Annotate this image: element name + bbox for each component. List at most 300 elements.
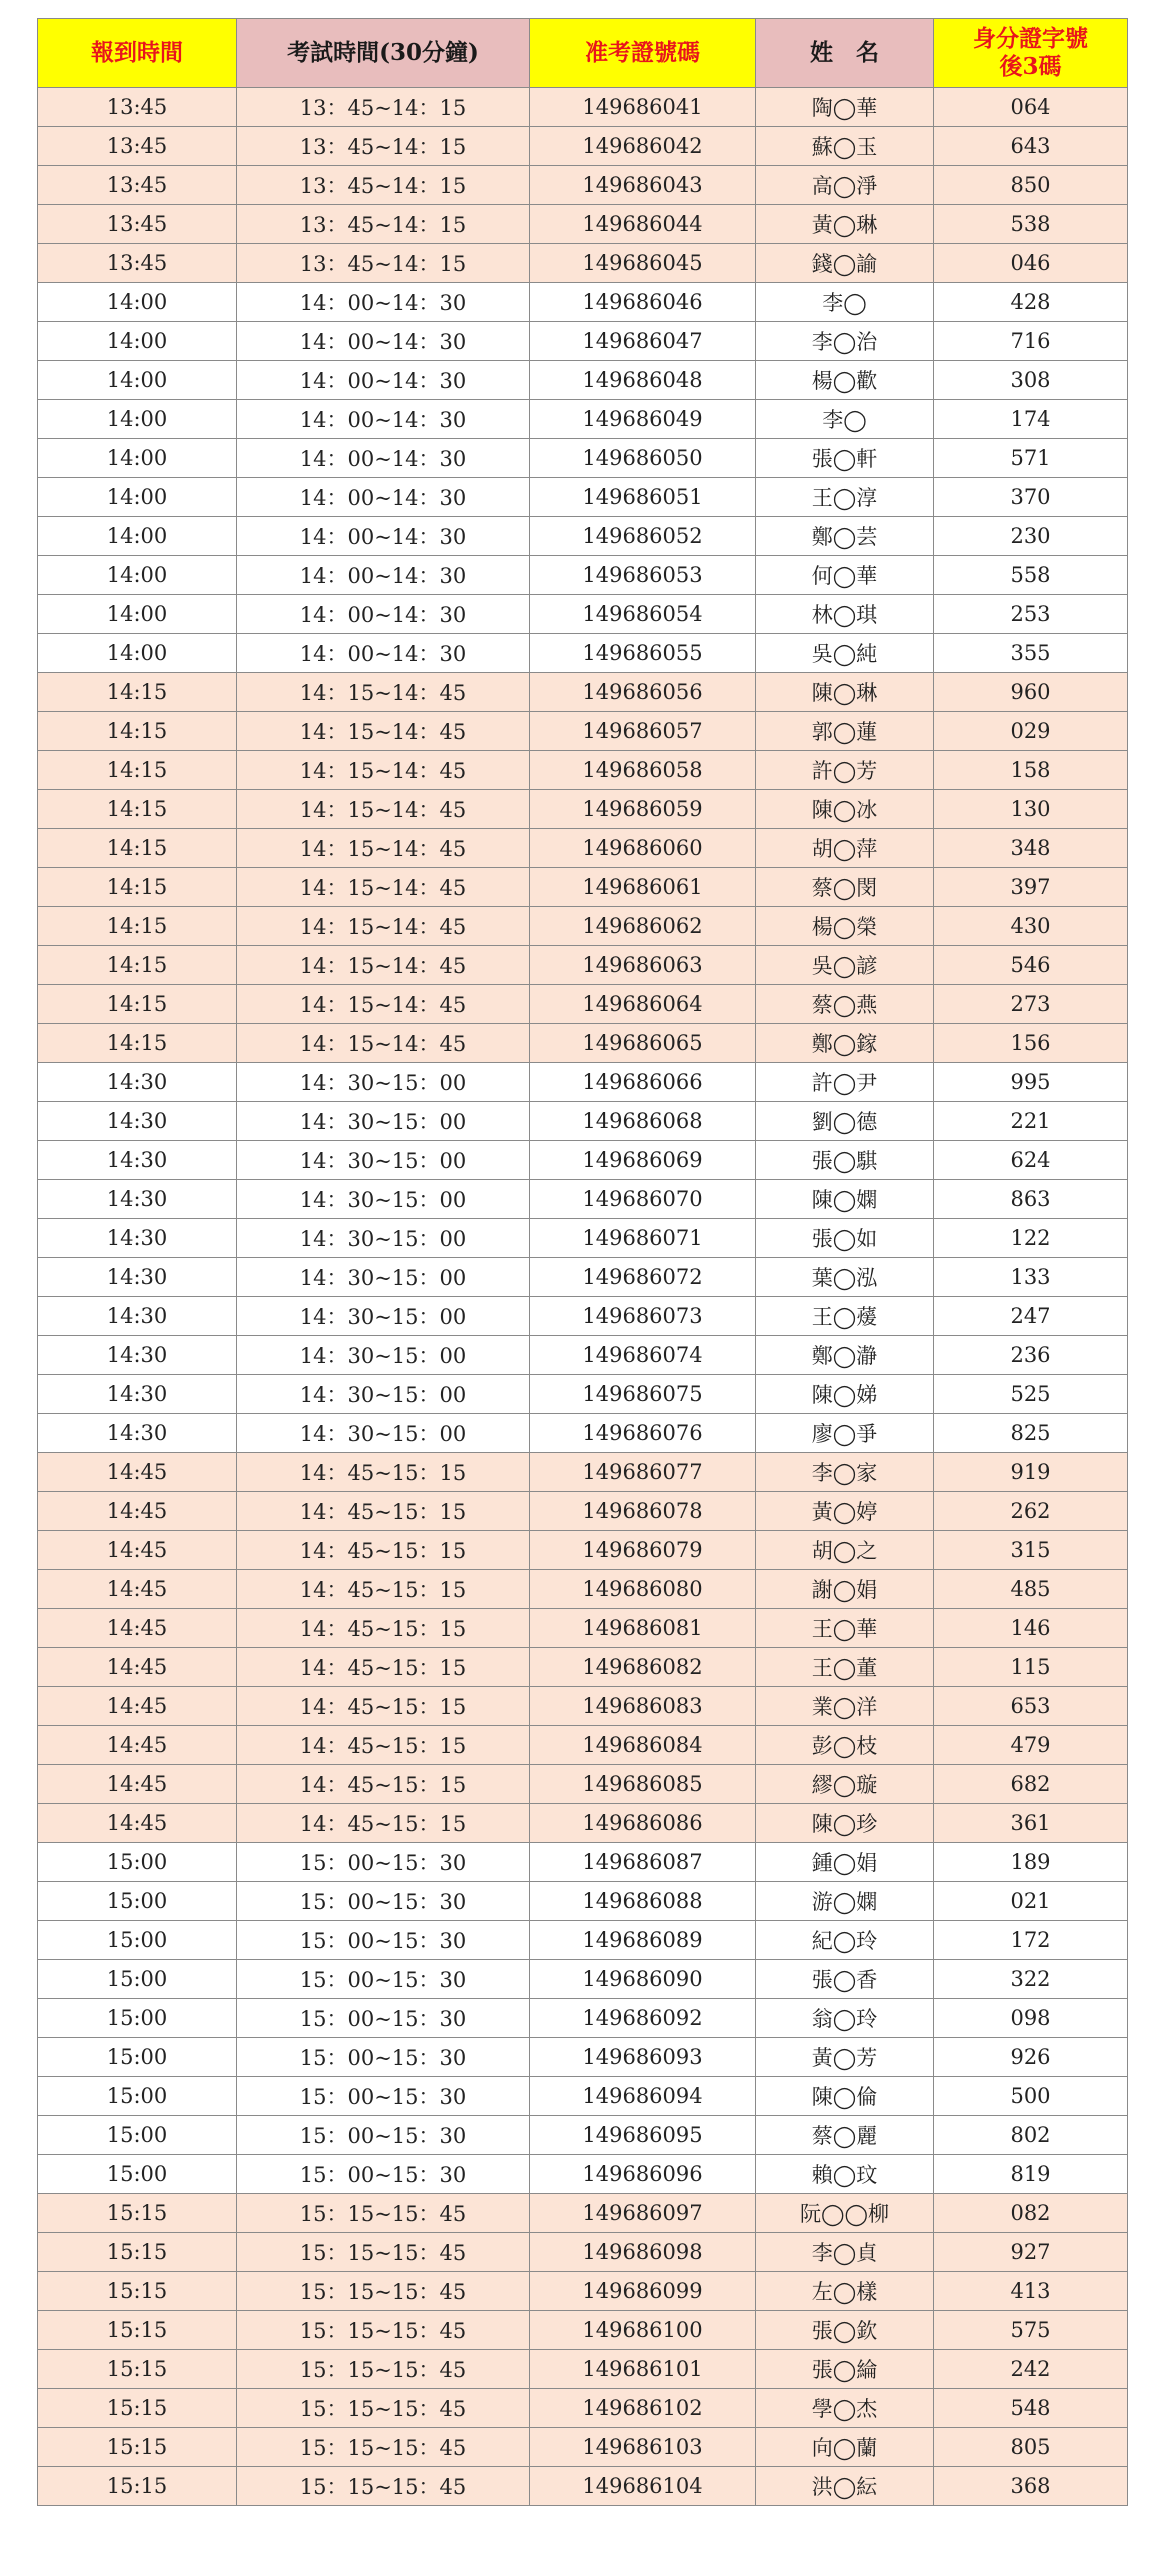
name-cell: 賴◯玟	[756, 2155, 934, 2194]
table-row	[38, 1648, 1128, 1687]
id-last3-cell: 479	[934, 1726, 1128, 1765]
id-last3-cell: 919	[934, 1453, 1128, 1492]
id-last3-cell: 130	[934, 790, 1128, 829]
exam-time-cell: 14：30~15：00	[237, 1141, 530, 1180]
name-cell: 學◯杰	[756, 2389, 934, 2428]
ticket-number-cell: 149686098	[530, 2233, 756, 2272]
report-time-cell: 15:00	[38, 1960, 237, 1999]
table-row	[38, 1453, 1128, 1492]
table-row	[38, 1492, 1128, 1531]
exam-time-cell: 15：00~15：30	[237, 1921, 530, 1960]
ticket-number-cell: 149686057	[530, 712, 756, 751]
table-row	[38, 88, 1128, 127]
table-row	[38, 1180, 1128, 1219]
report-time-cell: 15:00	[38, 1882, 237, 1921]
exam-time-cell: 15：15~15：45	[237, 2311, 530, 2350]
name-cell: 李◯家	[756, 1453, 934, 1492]
table-row	[38, 2311, 1128, 2350]
report-time-cell: 13:45	[38, 88, 237, 127]
ticket-number-cell: 149686073	[530, 1297, 756, 1336]
exam-time-cell: 13：45~14：15	[237, 166, 530, 205]
exam-time-cell: 14：30~15：00	[237, 1297, 530, 1336]
table-row	[38, 205, 1128, 244]
exam-time-cell: 14：15~14：45	[237, 1024, 530, 1063]
table-row	[38, 556, 1128, 595]
table-row	[38, 1765, 1128, 1804]
report-time-cell: 14:45	[38, 1648, 237, 1687]
report-time-cell: 14:30	[38, 1063, 237, 1102]
name-cell: 向◯蘭	[756, 2428, 934, 2467]
name-cell: 游◯嫻	[756, 1882, 934, 1921]
id-last3-cell: 682	[934, 1765, 1128, 1804]
table-row	[38, 1843, 1128, 1882]
name-cell: 胡◯之	[756, 1531, 934, 1570]
id-last3-cell: 927	[934, 2233, 1128, 2272]
id-last3-cell: 825	[934, 1414, 1128, 1453]
ticket-number-cell: 149686043	[530, 166, 756, 205]
ticket-number-cell: 149686063	[530, 946, 756, 985]
ticket-number-cell: 149686086	[530, 1804, 756, 1843]
ticket-number-cell: 149686061	[530, 868, 756, 907]
id-last3-cell: 558	[934, 556, 1128, 595]
report-time-cell: 14:30	[38, 1180, 237, 1219]
ticket-number-cell: 149686095	[530, 2116, 756, 2155]
id-last3-cell: 221	[934, 1102, 1128, 1141]
ticket-number-cell: 149686049	[530, 400, 756, 439]
exam-time-cell: 14：15~14：45	[237, 751, 530, 790]
table-row	[38, 1687, 1128, 1726]
table-row	[38, 946, 1128, 985]
report-time-cell: 14:45	[38, 1570, 237, 1609]
table-row	[38, 2194, 1128, 2233]
ticket-number-cell: 149686052	[530, 517, 756, 556]
report-time-cell: 14:45	[38, 1687, 237, 1726]
table-row	[38, 283, 1128, 322]
name-cell: 何◯華	[756, 556, 934, 595]
exam-time-cell: 14：45~15：15	[237, 1648, 530, 1687]
report-time-cell: 14:00	[38, 517, 237, 556]
id-last3-cell: 643	[934, 127, 1128, 166]
ticket-number-cell: 149686051	[530, 478, 756, 517]
report-time-cell: 14:00	[38, 556, 237, 595]
report-time-cell: 14:30	[38, 1297, 237, 1336]
exam-time-cell: 14：00~14：30	[237, 556, 530, 595]
id-last3-cell: 308	[934, 361, 1128, 400]
id-last3-cell: 546	[934, 946, 1128, 985]
name-cell: 林◯琪	[756, 595, 934, 634]
exam-time-cell: 15：15~15：45	[237, 2272, 530, 2311]
table-row	[38, 517, 1128, 556]
exam-time-cell: 15：00~15：30	[237, 1960, 530, 1999]
report-time-cell: 14:30	[38, 1258, 237, 1297]
exam-time-cell: 15：15~15：45	[237, 2467, 530, 2506]
exam-time-cell: 14：45~15：15	[237, 1687, 530, 1726]
exam-time-cell: 14：45~15：15	[237, 1531, 530, 1570]
table-row	[38, 751, 1128, 790]
exam-schedule-table	[37, 18, 1128, 2506]
id-last3-cell: 370	[934, 478, 1128, 517]
ticket-number-cell: 149686103	[530, 2428, 756, 2467]
name-cell: 楊◯歡	[756, 361, 934, 400]
table-row	[38, 2155, 1128, 2194]
table-row	[38, 166, 1128, 205]
ticket-number-cell: 149686093	[530, 2038, 756, 2077]
table-row	[38, 634, 1128, 673]
report-time-cell: 14:45	[38, 1765, 237, 1804]
report-time-cell: 14:00	[38, 595, 237, 634]
name-cell: 黃◯婷	[756, 1492, 934, 1531]
name-cell: 蘇◯玉	[756, 127, 934, 166]
table-row	[38, 712, 1128, 751]
exam-time-cell: 14：00~14：30	[237, 322, 530, 361]
ticket-number-cell: 149686089	[530, 1921, 756, 1960]
exam-time-cell: 15：00~15：30	[237, 2077, 530, 2116]
ticket-number-cell: 149686069	[530, 1141, 756, 1180]
name-cell: 陳◯珍	[756, 1804, 934, 1843]
ticket-number-cell: 149686104	[530, 2467, 756, 2506]
report-time-cell: 14:45	[38, 1453, 237, 1492]
name-cell: 陳◯冰	[756, 790, 934, 829]
name-cell: 張◯香	[756, 1960, 934, 1999]
id-last3-cell: 525	[934, 1375, 1128, 1414]
name-cell: 王◯蕿	[756, 1297, 934, 1336]
table-row	[38, 1921, 1128, 1960]
report-time-cell: 14:45	[38, 1492, 237, 1531]
id-last3-cell: 262	[934, 1492, 1128, 1531]
report-time-cell: 15:15	[38, 2467, 237, 2506]
exam-time-cell: 15：15~15：45	[237, 2428, 530, 2467]
exam-time-cell: 14：45~15：15	[237, 1492, 530, 1531]
name-cell: 廖◯爭	[756, 1414, 934, 1453]
header-ticket-number: 准考證號碼	[530, 19, 756, 88]
id-last3-cell: 500	[934, 2077, 1128, 2116]
name-cell: 胡◯萍	[756, 829, 934, 868]
id-last3-cell: 485	[934, 1570, 1128, 1609]
exam-time-cell: 14：15~14：45	[237, 673, 530, 712]
table-row	[38, 1882, 1128, 1921]
id-last3-cell: 253	[934, 595, 1128, 634]
exam-time-cell: 14：15~14：45	[237, 868, 530, 907]
exam-time-cell: 14：45~15：15	[237, 1609, 530, 1648]
exam-time-cell: 14：30~15：00	[237, 1375, 530, 1414]
name-cell: 葉◯泓	[756, 1258, 934, 1297]
name-cell: 張◯欽	[756, 2311, 934, 2350]
id-last3-cell: 122	[934, 1219, 1128, 1258]
ticket-number-cell: 149686046	[530, 283, 756, 322]
id-last3-cell: 133	[934, 1258, 1128, 1297]
report-time-cell: 14:00	[38, 322, 237, 361]
report-time-cell: 14:00	[38, 439, 237, 478]
id-last3-cell: 115	[934, 1648, 1128, 1687]
ticket-number-cell: 149686072	[530, 1258, 756, 1297]
report-time-cell: 15:00	[38, 1999, 237, 2038]
report-time-cell: 14:15	[38, 751, 237, 790]
table-row	[38, 1375, 1128, 1414]
table-row	[38, 1999, 1128, 2038]
report-time-cell: 15:15	[38, 2428, 237, 2467]
id-last3-cell: 098	[934, 1999, 1128, 2038]
id-last3-cell: 926	[934, 2038, 1128, 2077]
report-time-cell: 14:00	[38, 634, 237, 673]
ticket-number-cell: 149686058	[530, 751, 756, 790]
id-last3-cell: 156	[934, 1024, 1128, 1063]
id-last3-cell: 322	[934, 1960, 1128, 1999]
exam-time-cell: 14：45~15：15	[237, 1570, 530, 1609]
name-cell: 李◯	[756, 283, 934, 322]
table-row	[38, 2272, 1128, 2311]
exam-time-cell: 14：00~14：30	[237, 517, 530, 556]
report-time-cell: 14:15	[38, 712, 237, 751]
report-time-cell: 15:15	[38, 2350, 237, 2389]
ticket-number-cell: 149686083	[530, 1687, 756, 1726]
ticket-number-cell: 149686101	[530, 2350, 756, 2389]
name-cell: 紀◯玲	[756, 1921, 934, 1960]
ticket-number-cell: 149686087	[530, 1843, 756, 1882]
table-row	[38, 2116, 1128, 2155]
table-row	[38, 1414, 1128, 1453]
table-row	[38, 868, 1128, 907]
report-time-cell: 13:45	[38, 205, 237, 244]
header-name: 姓 名	[756, 19, 934, 88]
id-last3-cell: 189	[934, 1843, 1128, 1882]
report-time-cell: 15:00	[38, 2155, 237, 2194]
name-cell: 左◯樣	[756, 2272, 934, 2311]
ticket-number-cell: 149686054	[530, 595, 756, 634]
name-cell: 蔡◯麗	[756, 2116, 934, 2155]
id-last3-cell: 397	[934, 868, 1128, 907]
id-last3-cell: 548	[934, 2389, 1128, 2428]
id-last3-cell: 273	[934, 985, 1128, 1024]
ticket-number-cell: 149686064	[530, 985, 756, 1024]
id-last3-cell: 805	[934, 2428, 1128, 2467]
table-row	[38, 1102, 1128, 1141]
report-time-cell: 15:15	[38, 2389, 237, 2428]
report-time-cell: 14:00	[38, 283, 237, 322]
ticket-number-cell: 149686070	[530, 1180, 756, 1219]
exam-time-cell: 15：15~15：45	[237, 2194, 530, 2233]
table-row	[38, 1570, 1128, 1609]
exam-time-cell: 14：45~15：15	[237, 1765, 530, 1804]
table-row	[38, 2467, 1128, 2506]
name-cell: 張◯騏	[756, 1141, 934, 1180]
name-cell: 吳◯諺	[756, 946, 934, 985]
table-row	[38, 2428, 1128, 2467]
exam-time-cell: 14：45~15：15	[237, 1726, 530, 1765]
name-cell: 張◯如	[756, 1219, 934, 1258]
table-row	[38, 1024, 1128, 1063]
name-cell: 鄭◯芸	[756, 517, 934, 556]
ticket-number-cell: 149686053	[530, 556, 756, 595]
exam-time-cell: 15：00~15：30	[237, 1999, 530, 2038]
report-time-cell: 14:15	[38, 790, 237, 829]
header-row	[38, 19, 1128, 88]
report-time-cell: 14:15	[38, 907, 237, 946]
exam-time-cell: 14：00~14：30	[237, 478, 530, 517]
report-time-cell: 14:30	[38, 1414, 237, 1453]
exam-time-cell: 15：00~15：30	[237, 1843, 530, 1882]
ticket-number-cell: 149686096	[530, 2155, 756, 2194]
id-last3-cell: 571	[934, 439, 1128, 478]
table-row	[38, 790, 1128, 829]
id-last3-cell: 716	[934, 322, 1128, 361]
name-cell: 高◯淨	[756, 166, 934, 205]
id-last3-cell: 850	[934, 166, 1128, 205]
name-cell: 黃◯琳	[756, 205, 934, 244]
exam-time-cell: 14：00~14：30	[237, 439, 530, 478]
table-row	[38, 2038, 1128, 2077]
name-cell: 張◯綸	[756, 2350, 934, 2389]
report-time-cell: 14:00	[38, 478, 237, 517]
exam-time-cell: 14：30~15：00	[237, 1414, 530, 1453]
exam-time-cell: 15：00~15：30	[237, 2038, 530, 2077]
name-cell: 鄭◯鎵	[756, 1024, 934, 1063]
name-cell: 彭◯枝	[756, 1726, 934, 1765]
table-row	[38, 127, 1128, 166]
table-row	[38, 1219, 1128, 1258]
ticket-number-cell: 149686090	[530, 1960, 756, 1999]
id-last3-cell: 428	[934, 283, 1128, 322]
name-cell: 翁◯玲	[756, 1999, 934, 2038]
table-row	[38, 400, 1128, 439]
id-last3-cell: 624	[934, 1141, 1128, 1180]
name-cell: 錢◯諭	[756, 244, 934, 283]
report-time-cell: 14:00	[38, 400, 237, 439]
table-row	[38, 829, 1128, 868]
name-cell: 陳◯嫻	[756, 1180, 934, 1219]
id-last3-cell: 348	[934, 829, 1128, 868]
report-time-cell: 14:45	[38, 1531, 237, 1570]
name-cell: 陳◯倫	[756, 2077, 934, 2116]
table-row	[38, 1258, 1128, 1297]
name-cell: 許◯尹	[756, 1063, 934, 1102]
ticket-number-cell: 149686062	[530, 907, 756, 946]
id-last3-cell: 802	[934, 2116, 1128, 2155]
id-last3-cell: 960	[934, 673, 1128, 712]
id-last3-cell: 174	[934, 400, 1128, 439]
name-cell: 劉◯德	[756, 1102, 934, 1141]
report-time-cell: 13:45	[38, 127, 237, 166]
id-last3-cell: 082	[934, 2194, 1128, 2233]
table-row	[38, 1336, 1128, 1375]
exam-time-cell: 15：15~15：45	[237, 2350, 530, 2389]
exam-time-cell: 15：15~15：45	[237, 2389, 530, 2428]
report-time-cell: 14:45	[38, 1609, 237, 1648]
ticket-number-cell: 149686041	[530, 88, 756, 127]
header-id-last3-text: 身分證字號 後3碼	[973, 25, 1088, 80]
report-time-cell: 13:45	[38, 244, 237, 283]
header-exam-time: 考試時間(30分鐘)	[237, 19, 530, 88]
id-last3-cell: 236	[934, 1336, 1128, 1375]
ticket-number-cell: 149686074	[530, 1336, 756, 1375]
table-row	[38, 1063, 1128, 1102]
table-row	[38, 985, 1128, 1024]
exam-time-cell: 14：15~14：45	[237, 946, 530, 985]
report-time-cell: 15:00	[38, 1921, 237, 1960]
report-time-cell: 14:30	[38, 1375, 237, 1414]
ticket-number-cell: 149686060	[530, 829, 756, 868]
table-row	[38, 2389, 1128, 2428]
report-time-cell: 14:15	[38, 985, 237, 1024]
exam-time-cell: 14：30~15：00	[237, 1258, 530, 1297]
exam-time-cell: 14：00~14：30	[237, 283, 530, 322]
ticket-number-cell: 149686080	[530, 1570, 756, 1609]
name-cell: 業◯洋	[756, 1687, 934, 1726]
table-row	[38, 1804, 1128, 1843]
exam-time-cell: 14：30~15：00	[237, 1063, 530, 1102]
exam-time-cell: 13：45~14：15	[237, 244, 530, 283]
report-time-cell: 14:30	[38, 1336, 237, 1375]
ticket-number-cell: 149686085	[530, 1765, 756, 1804]
ticket-number-cell: 149686082	[530, 1648, 756, 1687]
name-cell: 陳◯娣	[756, 1375, 934, 1414]
name-cell: 陳◯琳	[756, 673, 934, 712]
ticket-number-cell: 149686102	[530, 2389, 756, 2428]
exam-time-cell: 14：00~14：30	[237, 361, 530, 400]
report-time-cell: 15:00	[38, 1843, 237, 1882]
exam-time-cell: 13：45~14：15	[237, 88, 530, 127]
exam-time-cell: 14：30~15：00	[237, 1102, 530, 1141]
report-time-cell: 15:15	[38, 2233, 237, 2272]
report-time-cell: 13:45	[38, 166, 237, 205]
report-time-cell: 15:15	[38, 2194, 237, 2233]
exam-time-cell: 14：00~14：30	[237, 400, 530, 439]
exam-time-cell: 14：15~14：45	[237, 790, 530, 829]
report-time-cell: 14:45	[38, 1804, 237, 1843]
name-cell: 李◯	[756, 400, 934, 439]
ticket-number-cell: 149686092	[530, 1999, 756, 2038]
table-row	[38, 907, 1128, 946]
ticket-number-cell: 149686078	[530, 1492, 756, 1531]
id-last3-cell: 230	[934, 517, 1128, 556]
id-last3-cell: 819	[934, 2155, 1128, 2194]
ticket-number-cell: 149686056	[530, 673, 756, 712]
ticket-number-cell: 149686059	[530, 790, 756, 829]
exam-time-cell: 14：15~14：45	[237, 829, 530, 868]
exam-time-cell: 14：45~15：15	[237, 1453, 530, 1492]
id-last3-cell: 046	[934, 244, 1128, 283]
name-cell: 謝◯娟	[756, 1570, 934, 1609]
id-last3-cell: 029	[934, 712, 1128, 751]
id-last3-cell: 158	[934, 751, 1128, 790]
exam-time-cell: 14：30~15：00	[237, 1180, 530, 1219]
name-cell: 許◯芳	[756, 751, 934, 790]
table-row	[38, 673, 1128, 712]
ticket-number-cell: 149686077	[530, 1453, 756, 1492]
report-time-cell: 14:00	[38, 361, 237, 400]
report-time-cell: 14:15	[38, 1024, 237, 1063]
ticket-number-cell: 149686050	[530, 439, 756, 478]
name-cell: 李◯治	[756, 322, 934, 361]
ticket-number-cell: 149686068	[530, 1102, 756, 1141]
header-report-time: 報到時間	[38, 19, 237, 88]
exam-time-cell: 15：00~15：30	[237, 2116, 530, 2155]
ticket-number-cell: 149686079	[530, 1531, 756, 1570]
table-row	[38, 2233, 1128, 2272]
table-row	[38, 322, 1128, 361]
report-time-cell: 14:15	[38, 946, 237, 985]
name-cell: 洪◯紜	[756, 2467, 934, 2506]
name-cell: 鄭◯瀞	[756, 1336, 934, 1375]
report-time-cell: 15:00	[38, 2077, 237, 2116]
report-time-cell: 14:45	[38, 1726, 237, 1765]
report-time-cell: 15:15	[38, 2311, 237, 2350]
name-cell: 李◯貞	[756, 2233, 934, 2272]
id-last3-cell: 538	[934, 205, 1128, 244]
ticket-number-cell: 149686071	[530, 1219, 756, 1258]
report-time-cell: 14:30	[38, 1219, 237, 1258]
ticket-number-cell: 149686088	[530, 1882, 756, 1921]
table-row	[38, 1609, 1128, 1648]
